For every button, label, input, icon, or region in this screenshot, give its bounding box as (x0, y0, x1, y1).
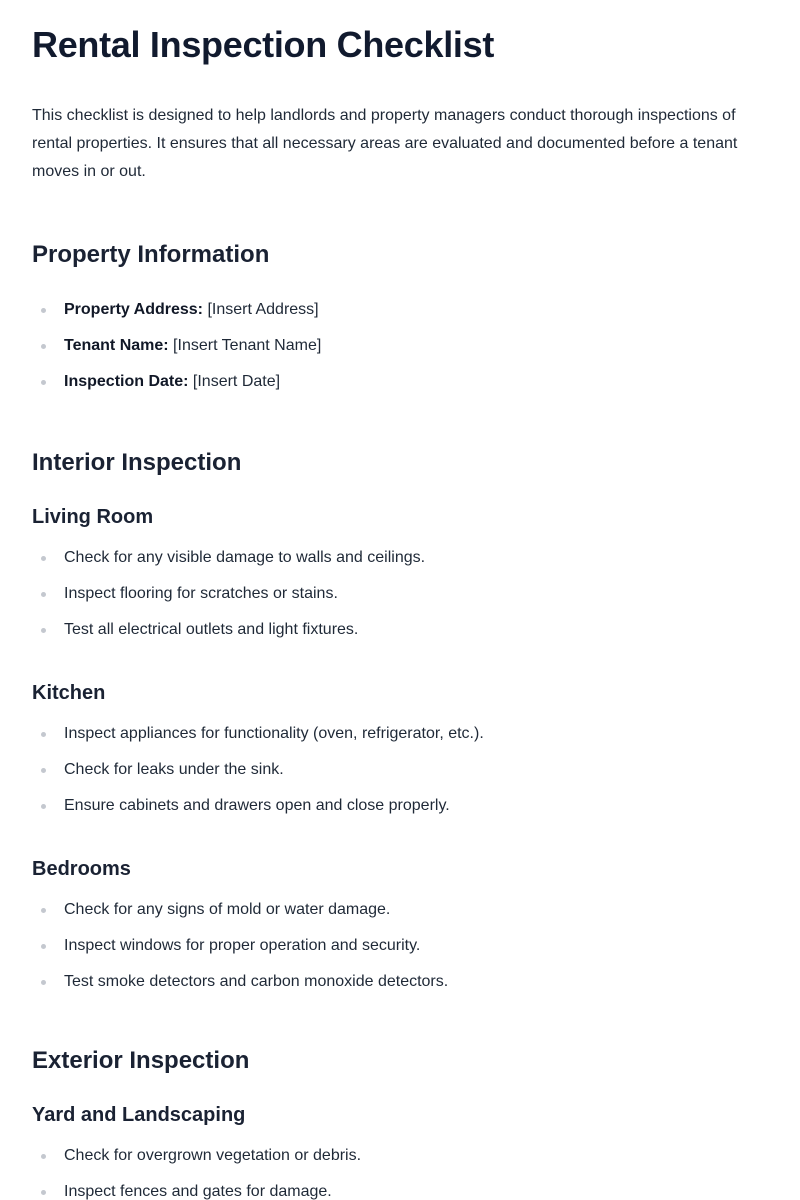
list-item (32, 722, 768, 746)
field-label: Property Address: (64, 301, 203, 318)
field-value: [Insert Date] (188, 373, 281, 390)
yard-checklist (32, 1144, 768, 1200)
bullet-icon (41, 380, 46, 385)
bullet-icon (41, 556, 46, 561)
list-item (32, 546, 768, 570)
subsection-heading-bedrooms: Bedrooms (32, 858, 131, 880)
list-item-text: Test smoke detectors and carbon monoxide detectors. (64, 973, 449, 990)
list-item (32, 618, 768, 642)
bullet-icon (41, 1154, 46, 1159)
list-item-text: Ensure cabinets and drawers open and close properly. (64, 797, 450, 814)
list-item (32, 582, 768, 606)
bullet-icon (41, 980, 46, 985)
list-item-text: Check for any signs of mold or water damage. (64, 901, 391, 918)
bullet-icon (41, 804, 46, 809)
living-room-checklist (32, 546, 768, 642)
bullet-icon (41, 944, 46, 949)
list-item-text: Inspect fences and gates for damage. (64, 1183, 332, 1200)
subsection-heading-kitchen: Kitchen (32, 682, 106, 704)
list-item (32, 794, 768, 818)
section-heading-exterior-inspection: Exterior Inspection (32, 1047, 250, 1074)
list-item (32, 758, 768, 782)
bullet-icon (41, 908, 46, 913)
list-item (32, 970, 768, 994)
field-value: [Insert Tenant Name] (168, 337, 322, 354)
subsection-heading-yard-and-landscaping: Yard and Landscaping (32, 1104, 246, 1126)
list-item-text: Check for leaks under the sink. (64, 761, 284, 778)
kitchen-checklist (32, 722, 768, 818)
field-label: Tenant Name: (64, 337, 169, 354)
list-item-text: Inspect windows for proper operation and security. (64, 937, 421, 954)
list-item (32, 934, 768, 958)
list-item-inspection-date (32, 370, 768, 394)
bullet-icon (41, 768, 46, 773)
bullet-icon (41, 344, 46, 349)
list-item-text: Check for overgrown vegetation or debris. (64, 1147, 362, 1164)
property-information-list (32, 298, 768, 394)
bullet-icon (41, 628, 46, 633)
bullet-icon (41, 308, 46, 313)
list-item-text: Test all electrical outlets and light fixtures. (64, 621, 359, 638)
list-item-text: Inspect flooring for scratches or stains. (64, 585, 338, 602)
list-item-tenant-name (32, 334, 768, 358)
section-heading-interior-inspection: Interior Inspection (32, 449, 242, 476)
list-item-property-address (32, 298, 768, 322)
list-item-text: Inspect appliances for functionality (oven, refrigerator, etc.). (64, 725, 484, 742)
field-value: [Insert Address] (203, 301, 319, 318)
intro-paragraph: This checklist is designed to help landlords and property managers conduct thorough inspections of rental properties. It ensures that all necessary areas are evaluated and documented before a tenant moves in or out. (32, 107, 738, 180)
list-item (32, 898, 768, 922)
bedrooms-checklist (32, 898, 768, 994)
bullet-icon (41, 592, 46, 597)
list-item-text: Check for any visible damage to walls and ceilings. (64, 549, 426, 566)
bullet-icon (41, 732, 46, 737)
section-heading-property-information: Property Information (32, 241, 270, 268)
list-item (32, 1144, 768, 1168)
bullet-icon (41, 1190, 46, 1195)
page-title: Rental Inspection Checklist (32, 24, 495, 65)
field-label: Inspection Date: (64, 373, 189, 390)
subsection-heading-living-room: Living Room (32, 506, 154, 528)
list-item (32, 1180, 768, 1200)
